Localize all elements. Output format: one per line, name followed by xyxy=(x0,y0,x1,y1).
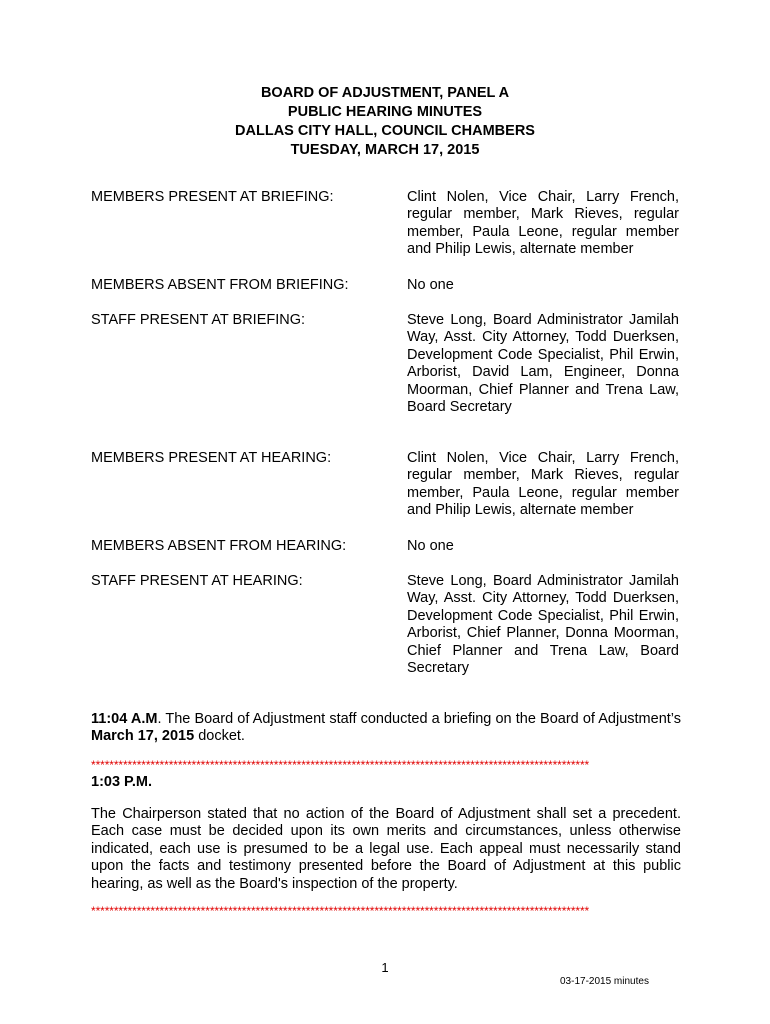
header-line-4: TUESDAY, MARCH 17, 2015 xyxy=(290,142,480,158)
attendance-label: MEMBERS ABSENT FROM BRIEFING: xyxy=(91,277,349,293)
attendance-value: Clint Nolen, Vice Chair, Larry French, regular member, Mark Rieves, regular member, Paula Leone, regular member and Philip Lewis, alternate member xyxy=(407,189,679,258)
footer-doc-label: 03-17-2015 minutes xyxy=(560,976,649,987)
attendance-label: STAFF PRESENT AT BRIEFING: xyxy=(91,312,306,328)
attendance-value: No one xyxy=(407,277,454,293)
separator-line: ************************************************************************************************************* xyxy=(91,905,590,917)
briefing-text-1: . The Board of Adjustment staff conducted a briefing on the Board of Adjustment’s xyxy=(157,711,681,727)
briefing-paragraph xyxy=(91,711,681,746)
hearing-paragraph: The Chairperson stated that no action of the Board of Adjustment shall set a precedent. Each case must be decided upon its own merits and circumstances, unless otherwise indicated, each use is presumed to be a legal use. Each appeal must necessarily stand upon the facts and testimony presented before the Board of Adjustment at this public hearing, as well as the Board's inspection of the property. xyxy=(91,806,681,892)
attendance-label: MEMBERS PRESENT AT BRIEFING: xyxy=(91,189,334,205)
hearing-time: 1:03 P.M. xyxy=(91,774,152,790)
header-line-1: BOARD OF ADJUSTMENT, PANEL A xyxy=(260,85,510,101)
attendance-value: No one xyxy=(407,538,454,554)
attendance-label: MEMBERS PRESENT AT HEARING: xyxy=(91,450,332,466)
briefing-time: 11:04 A.M xyxy=(91,711,158,727)
page-number: 1 xyxy=(381,960,389,975)
document-header xyxy=(0,84,770,160)
attendance-label: MEMBERS ABSENT FROM HEARING: xyxy=(91,538,347,554)
separator-line: ************************************************************************************************************* xyxy=(91,759,590,771)
header-line-2: PUBLIC HEARING MINUTES xyxy=(287,104,483,120)
attendance-value: Steve Long, Board Administrator Jamilah Way, Asst. City Attorney, Todd Duerksen, Development Code Specialist, Phil Erwin, Arborist, Chief Planner, Donna Moorman, Chief Planner and Trena Law, Board Secretary xyxy=(407,573,679,677)
briefing-text-2: docket. xyxy=(194,728,245,745)
attendance-value: Steve Long, Board Administrator Jamilah Way, Asst. City Attorney, Todd Duerksen, Development Code Specialist, Phil Erwin, Arborist, David Lam, Engineer, Donna Moorman, Chief Planner and Trena Law, Board Secretary xyxy=(407,312,679,416)
header-line-3: DALLAS CITY HALL, COUNCIL CHAMBERS xyxy=(235,123,535,139)
attendance-label: STAFF PRESENT AT HEARING: xyxy=(91,573,303,589)
attendance-value: Clint Nolen, Vice Chair, Larry French, regular member, Mark Rieves, regular member, Paula Leone, regular member and Philip Lewis, alternate member xyxy=(407,450,679,519)
briefing-date: March 17, 2015 xyxy=(91,728,195,745)
